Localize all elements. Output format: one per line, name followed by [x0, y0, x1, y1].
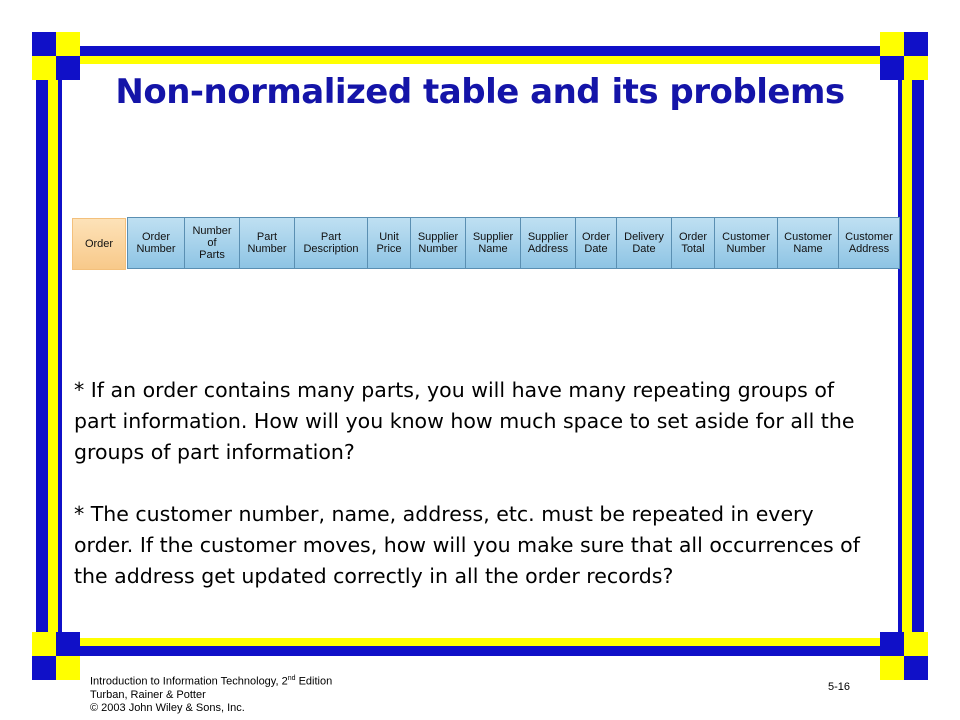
footer-edition-text: Edition	[295, 675, 333, 688]
footer-book-title	[90, 672, 332, 689]
page-number: 5-16	[828, 681, 851, 693]
paragraph-customer-redundancy: * The customer number, name, address, etc. must be repeated in every order. If the customer moves, how will you make sure that all occurrences of the address get updated correctly in all the order records?	[74, 502, 860, 588]
corner-top-right	[880, 32, 928, 80]
field-customer-number: Customer Number	[714, 217, 778, 269]
field-order-number: Order Number	[127, 217, 185, 269]
frame-left-outer	[36, 56, 48, 656]
field-list	[128, 217, 900, 269]
frame-top-outer	[48, 46, 912, 56]
frame-left-line	[58, 64, 62, 638]
frame-left-inner	[48, 56, 58, 646]
footer-edition-sup: nd	[287, 675, 296, 682]
paragraph-repeating-groups: * If an order contains many parts, you will have many repeating groups of part information. How will you know how much space to set aside for all the groups of part information?	[74, 378, 855, 464]
frame-top-inner	[48, 56, 912, 64]
field-unit-price: Unit Price	[367, 217, 411, 269]
field-part-number: Part Number	[239, 217, 295, 269]
frame-bottom-inner	[48, 638, 912, 646]
slide-footer	[90, 672, 332, 715]
field-supplier-name: Supplier Name	[465, 217, 521, 269]
frame-bottom-outer	[48, 646, 912, 656]
field-delivery-date: Delivery Date	[616, 217, 672, 269]
field-supplier-address: Supplier Address	[520, 217, 576, 269]
field-number-of-parts: Number of Parts	[184, 217, 240, 269]
corner-bottom-right	[880, 632, 928, 680]
field-customer-name: Customer Name	[777, 217, 839, 269]
footer-copyright: © 2003 John Wiley & Sons, Inc.	[90, 701, 245, 714]
frame-right-inner	[902, 56, 912, 646]
field-customer-address: Customer Address	[838, 217, 900, 269]
corner-bottom-left	[32, 632, 80, 680]
field-part-description: Part Description	[294, 217, 368, 269]
corner-top-left	[32, 32, 80, 80]
field-supplier-number: Supplier Number	[410, 217, 466, 269]
field-order-total: Order Total	[671, 217, 715, 269]
slide-body	[74, 375, 874, 592]
order-row-label: Order	[72, 218, 126, 270]
slide-title: Non-normalized table and its problems	[115, 72, 845, 112]
field-order-date: Order Date	[575, 217, 617, 269]
footer-authors: Turban, Rainer & Potter	[90, 688, 206, 701]
footer-book-title-text: Introduction to Information Technology, 2	[90, 675, 288, 688]
frame-right-outer	[912, 56, 924, 656]
